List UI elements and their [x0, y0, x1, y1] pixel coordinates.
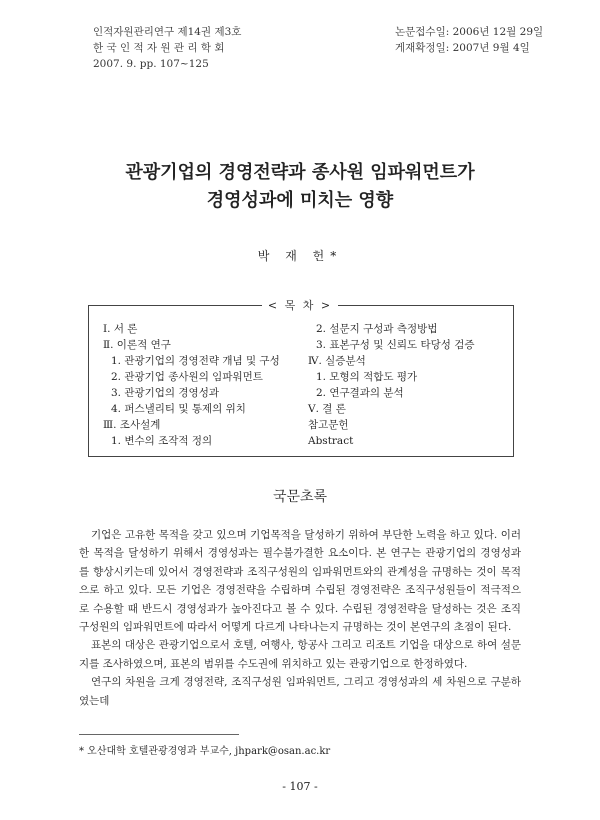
toc-item: 참고문헌: [308, 419, 349, 431]
toc-right-column: [308, 321, 475, 449]
accepted-date: 게재확정일: 2007년 9월 4일: [395, 42, 530, 54]
toc-item: Ⅱ. 이론적 연구: [103, 339, 171, 351]
toc-item: 3. 관광기업의 경영성과: [111, 387, 219, 399]
toc-item: Ⅰ. 서 론: [103, 323, 138, 335]
paper-title-line2: 경영성과에 미치는 영향: [206, 190, 394, 211]
toc-item: 4. 퍼스낼리티 및 통제의 위치: [111, 403, 246, 415]
abstract-paragraph: 기업은 고유한 목적을 갖고 있으며 기업목적을 달성하기 위하여 부단한 노력을 하고 있다. 이러한 목적을 달성하기 위해서 경영성과는 필수불가결한 요소이다. 본 연구는 관광기업의 경영성과를 향상시키는데 있어서 경영전략과 조직구성원의 임파워먼트와의 관계성을 규명하는 것이 목적으로 하고 있다. 모든 기업은 경영전략을 수립하며 수립된 경영전략은 조직구성원들이 적극적으로 수용할 때 반드시 경영성과가 높아진다고 볼 수 있다. 수립된 경영전략을 달성하는 것은 조직구성원의 임파워먼트에 따라서 어떻게 다르게 나타나는지 규명하는 것이 본연구의 초점이 된다.: [79, 529, 521, 634]
toc-title: [0, 297, 600, 313]
toc-item: 2. 관광기업 종사원의 임파워먼트: [111, 371, 263, 383]
abstract-body: [79, 526, 521, 710]
abstract-paragraph: 표본의 대상은 관광기업으로서 호텔, 여행사, 항공사 그리고 리조트 기업을 대상으로 하여 설문지를 조사하였으며, 표본의 범위를 수도권에 위치하고 있는 관광기업으로 한정하였다.: [79, 639, 521, 670]
abstract-paragraph: 연구의 차원을 크게 경영전략, 조직구성원 임파워먼트, 그리고 경영성과의 세 차원으로 구분하였는데: [79, 676, 521, 707]
author-name: 박 재 헌*: [257, 249, 343, 263]
journal-info-line: 한 국 인 적 자 원 관 리 학 회: [93, 42, 225, 54]
toc-title-text: < 목 차 >: [262, 299, 338, 312]
toc-item: Ⅲ. 조사설계: [103, 419, 161, 431]
toc-item: 1. 변수의 조작적 정의: [111, 435, 213, 447]
abstract-heading: 국문초록: [272, 489, 328, 505]
submission-dates: [395, 24, 543, 56]
received-date: 논문접수일: 2006년 12월 29일: [395, 26, 544, 38]
toc-item: 1. 모형의 적합도 평가: [316, 371, 418, 383]
toc-item: 2. 연구결과의 분석: [316, 387, 404, 399]
toc-item: Abstract: [308, 435, 354, 447]
toc-item: Ⅳ. 실증분석: [308, 355, 366, 367]
journal-info-line: 2007. 9. pp. 107~125: [93, 58, 209, 70]
toc-left-column: [103, 321, 280, 449]
author-footnote: * 오산대학 호텔관광경영과 부교수, jhpark@osan.ac.kr: [79, 746, 331, 757]
toc-item: Ⅴ. 결 론: [308, 403, 346, 415]
footnote-divider: [79, 734, 239, 735]
page-number: - 107 -: [282, 780, 318, 793]
journal-info-line: 인적자원관리연구 제14권 제3호: [93, 26, 242, 38]
toc-item: 2. 설문지 구성과 측정방법: [316, 323, 438, 335]
journal-info: [93, 24, 241, 72]
toc-item: 3. 표본구성 및 신뢰도 타당성 검증: [316, 339, 475, 351]
paper-title-line1: 관광기업의 경영전략과 종사원 임파워먼트가: [125, 162, 475, 183]
toc-item: 1. 관광기업의 경영전략 개념 및 구성: [111, 355, 280, 367]
